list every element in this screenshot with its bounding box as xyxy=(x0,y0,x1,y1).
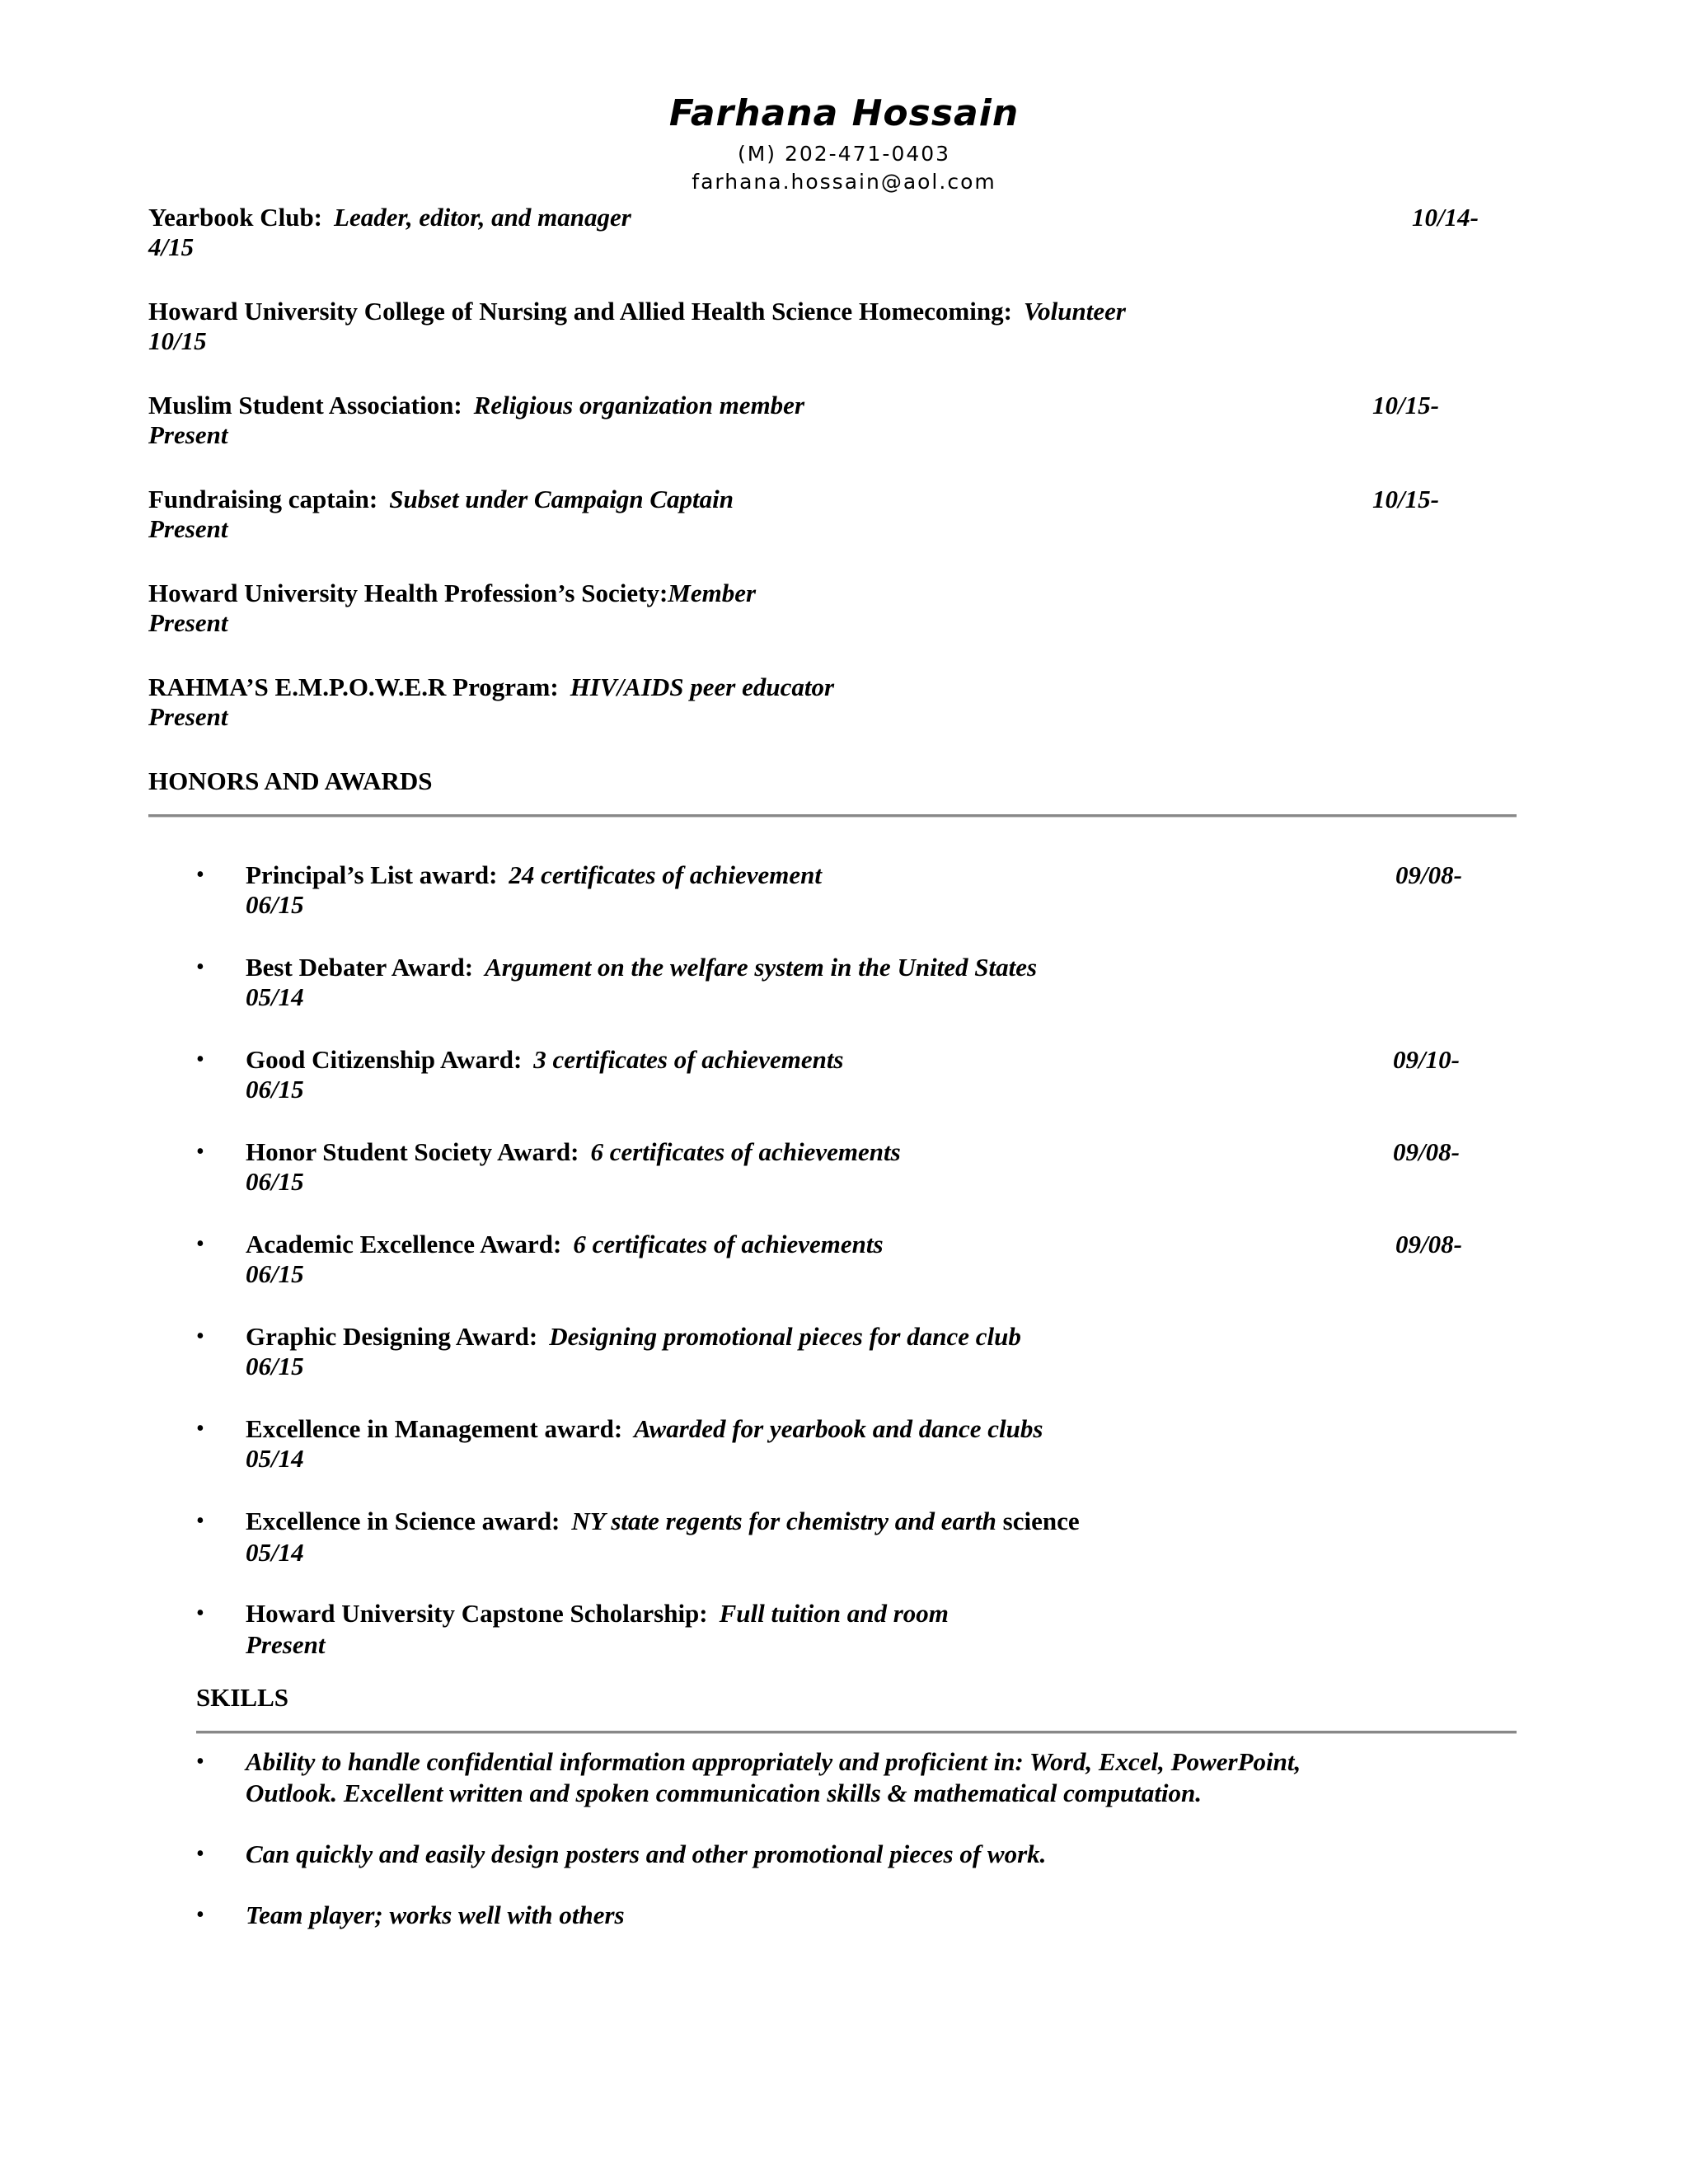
honor-desc: 6 certificates of achievements xyxy=(590,1137,901,1166)
bullet-icon: • xyxy=(196,1231,204,1257)
activity-org: Howard University College of Nursing and Allied Health Science Homecoming: xyxy=(148,297,1012,326)
activity-org: RAHMA’S E.M.P.O.W.E.R Program: xyxy=(148,673,559,701)
activity-item xyxy=(148,485,734,514)
activity-role: Volunteer xyxy=(1023,297,1126,326)
honor-title: Good Citizenship Award: xyxy=(246,1045,523,1074)
honor-desc: 24 certificates of achievement xyxy=(509,860,823,889)
honor-desc: Full tuition and room xyxy=(719,1599,949,1628)
honor-title: Principal’s List award: xyxy=(246,860,498,889)
activity-date-end: 4/15 xyxy=(148,232,195,261)
honor-item xyxy=(246,1599,949,1629)
bullet-icon: • xyxy=(196,1416,204,1441)
honor-desc: 6 certificates of achievements xyxy=(573,1230,884,1258)
honor-date-end: 05/14 xyxy=(246,1538,304,1567)
honor-item xyxy=(246,1322,1021,1352)
honor-item xyxy=(246,1507,1080,1536)
bullet-icon: • xyxy=(196,862,204,888)
skill-item-line: Can quickly and easily design posters and other promotional pieces of work. xyxy=(246,1840,1047,1868)
bullet-icon: • xyxy=(196,1841,204,1867)
honor-desc: Argument on the welfare system in the United States xyxy=(485,953,1038,982)
skill-item-line: Outlook. Excellent written and spoken communication skills & mathematical computation. xyxy=(246,1779,1203,1807)
activity-role: Subset under Campaign Captain xyxy=(389,485,734,513)
honor-date-start: 09/08- xyxy=(1395,1230,1462,1258)
activity-role: HIV/AIDS peer educator xyxy=(570,673,835,701)
bullet-icon: • xyxy=(196,1139,204,1165)
activity-date-start: 10/15- xyxy=(1372,485,1439,513)
honor-item xyxy=(246,953,1037,982)
activity-item xyxy=(148,203,631,232)
honor-date-end: 06/15 xyxy=(246,1075,304,1104)
honor-date-end: 06/15 xyxy=(246,1259,304,1288)
activity-role: Member xyxy=(668,579,757,607)
honor-date-end: 06/15 xyxy=(246,1167,304,1196)
honor-title: Honor Student Society Award: xyxy=(246,1137,579,1166)
activity-date-end: Present xyxy=(148,608,228,637)
activity-org: Fundraising captain: xyxy=(148,485,378,513)
honor-title: Best Debater Award: xyxy=(246,953,474,982)
candidate-name: Farhana Hossain xyxy=(668,92,1020,134)
skill-item-line: Team player; works well with others xyxy=(246,1900,625,1929)
bullet-icon: • xyxy=(196,1749,204,1774)
activity-org: Yearbook Club: xyxy=(148,203,323,232)
honor-title: Graphic Designing Award: xyxy=(246,1322,538,1351)
skills-heading: SKILLS xyxy=(196,1683,289,1712)
activity-role: Leader, editor, and manager xyxy=(334,203,631,232)
honor-item xyxy=(246,860,822,890)
honor-item xyxy=(246,1045,844,1075)
activity-item xyxy=(148,673,834,702)
activity-item xyxy=(148,579,756,608)
honor-title: Howard University Capstone Scholarship: xyxy=(246,1599,708,1628)
skill-item-line: Ability to handle confidential information appropriately and proficient in: Word, Excel, PowerPoint, xyxy=(246,1747,1301,1776)
honor-title: Excellence in Management award: xyxy=(246,1414,623,1443)
honor-date-end: 06/15 xyxy=(246,890,304,919)
honor-date-end: Present xyxy=(246,1630,326,1659)
honor-desc: NY state regents for chemistry and earth xyxy=(571,1507,996,1535)
bullet-icon: • xyxy=(196,1902,204,1928)
honor-date-end: 05/14 xyxy=(246,1444,304,1473)
honor-date-end: 06/15 xyxy=(246,1352,304,1380)
skills-divider xyxy=(196,1731,1517,1733)
honor-item xyxy=(246,1137,901,1167)
activity-item xyxy=(148,391,804,420)
honors-divider xyxy=(148,814,1517,817)
phone-number: (M) 202-471-0403 xyxy=(737,142,951,166)
activity-role: Religious organization member xyxy=(473,391,805,419)
activity-org: Muslim Student Association: xyxy=(148,391,462,419)
honor-date-start: 09/08- xyxy=(1395,860,1462,889)
honor-desc: Awarded for yearbook and dance clubs xyxy=(634,1414,1043,1443)
activity-org: Howard University Health Profession’s Society: xyxy=(148,579,668,607)
email-address: farhana.hossain@aol.com xyxy=(692,170,996,194)
activity-date-end: 10/15 xyxy=(148,326,207,355)
activity-date-end: Present xyxy=(148,514,228,543)
activity-date-start: 10/14- xyxy=(1412,203,1479,232)
activity-item xyxy=(148,297,1126,326)
honor-date-start: 09/10- xyxy=(1393,1045,1460,1074)
bullet-icon: • xyxy=(196,954,204,980)
honor-desc-tail: science xyxy=(1002,1507,1080,1535)
honor-item xyxy=(246,1230,884,1259)
honor-title: Excellence in Science award: xyxy=(246,1507,560,1535)
honor-date-start: 09/08- xyxy=(1393,1137,1460,1166)
bullet-icon: • xyxy=(196,1047,204,1072)
honor-item xyxy=(246,1414,1043,1444)
bullet-icon: • xyxy=(196,1601,204,1626)
activity-date-end: Present xyxy=(148,702,228,731)
bullet-icon: • xyxy=(196,1324,204,1349)
honor-date-end: 05/14 xyxy=(246,982,304,1011)
activity-date-end: Present xyxy=(148,420,228,449)
bullet-icon: • xyxy=(196,1508,204,1534)
honors-heading: HONORS AND AWARDS xyxy=(148,766,433,795)
honor-title: Academic Excellence Award: xyxy=(246,1230,562,1258)
honor-desc: Designing promotional pieces for dance club xyxy=(549,1322,1021,1351)
activity-date-start: 10/15- xyxy=(1372,391,1439,419)
honor-desc: 3 certificates of achievements xyxy=(533,1045,844,1074)
